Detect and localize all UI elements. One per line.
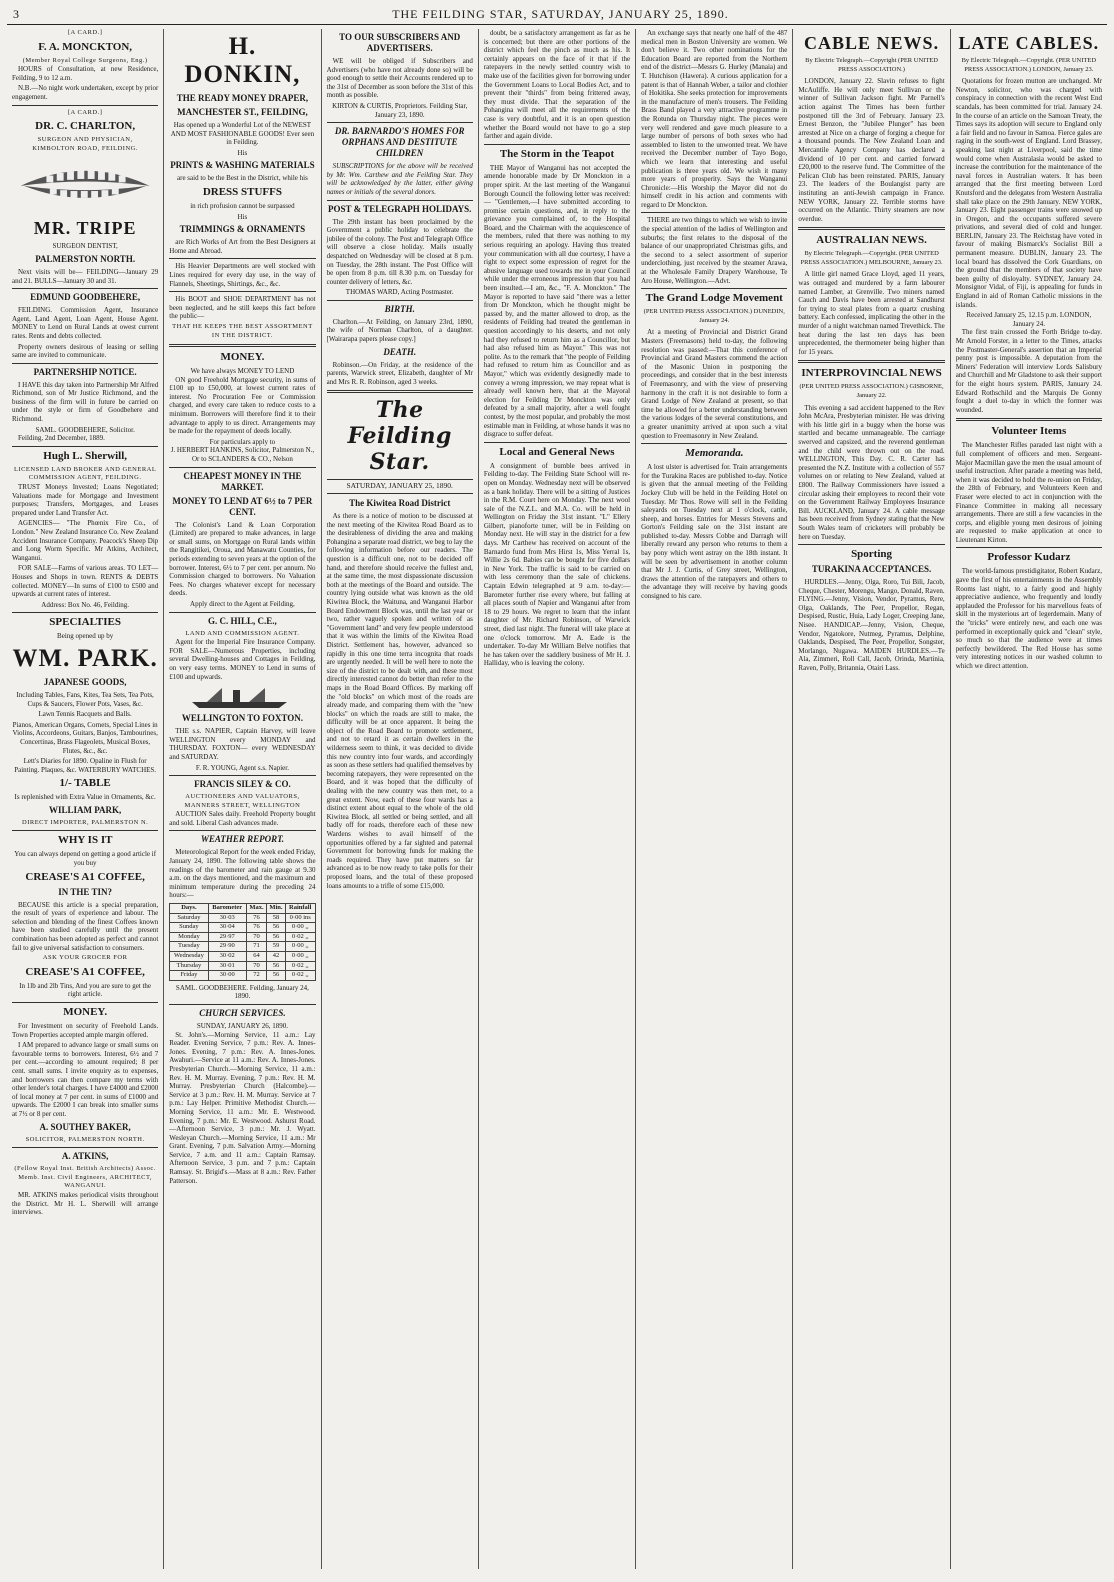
death-heading: DEATH. (383, 346, 417, 357)
card-sub: SURGEON AND PHYSICIAN, (37, 136, 133, 144)
money-heading: MONEY. (63, 1006, 108, 1018)
steamer-body: THE s.s. NAPIER, Captain Harvey, will leave WELLINGTON every MONDAY and THURSDAY. FOXTON— every WEDNESDAY and SATURDAY. (169, 727, 316, 761)
column-2 (164, 29, 321, 1569)
volunteer-heading: Volunteer Items (991, 425, 1067, 438)
masthead-title: THE FEILDING STAR, SATURDAY, JANUARY 25, 1890. (392, 6, 729, 21)
newspaper-nameplate: The Feilding Star. (347, 397, 452, 476)
card-addr: KIMBOLTON ROAD, FEILDING. (32, 144, 138, 152)
divider (12, 830, 158, 831)
weather-header-row (170, 904, 315, 914)
weather-rows (170, 913, 315, 980)
weather-cell: 0·00 ,, (285, 952, 315, 962)
divider (169, 612, 315, 613)
steamer-heading: WELLINGTON TO FOXTON. (181, 713, 303, 724)
weather-cell: 72 (246, 971, 266, 981)
divider (641, 443, 787, 444)
weather-cell: 59 (267, 942, 286, 952)
park-goods: JAPANESE GOODS, (43, 676, 127, 687)
divider (12, 612, 158, 613)
weather-cell: 56 (267, 961, 286, 971)
post-sig: THOMAS WARD, Acting Postmaster. (345, 288, 454, 297)
donkin-dress-body: in rich profusion cannot be surpassed (190, 201, 295, 210)
page-number: 3 (13, 6, 20, 21)
turakina-body: HURDLES.—Jenny, Olga, Roro, Tui Bili, Jacob, Cheque, Chester, Morengu, Mango, Donald, Raven. FLYING.—Jenny, Vision, Vendor, Pyramus, Rere, Olga, Oaklands, The Peer, Propellor, Regan, Despised, Rustic, Huia, Lady Loger, Creeping Jane, Nisee. HANDICAP.—Jenny, Vision, Cheque, Vendor, Ngatokore, Nutmeg, Pyramus, Delphine, Oaklands, Despised, The Peer, Propellor, Songster, Morlango, Nugawa. MAIDEN HURDLES.—Te Ala, Zimmeri, Roll Call, Jacob, Orinda, Martinia, Raven, Polly, Britannia, Otairi Lass. (798, 578, 945, 673)
dentures-engraving (12, 156, 158, 214)
post-body: The 29th instant has been proclaimed by the Government a public holiday to celebrate the jubilee of the colony. The Post and Telegraph Office will observe a close holiday. Mails usually despatched on Wednesday will be closed at 8 p.m. on Tuesday, the 28th instant. The Post Office will be open from 8 p.m. till 8.30 p.m. on Tuesday for counter delivery of letters, &c. (326, 217, 473, 286)
weather-cell: 0·00 ins (285, 913, 315, 923)
weather-cell: Sunday (170, 923, 208, 933)
weather-row (170, 942, 315, 952)
coffee-heading-2: CREASE'S A1 COFFEE, (25, 965, 145, 978)
weather-cell: 58 (267, 913, 286, 923)
cable-news-body: LONDON, January 22. Slavin refuses to fight McAuliffe. He will only meet Sullivan or the winner of Sullivan Jackson fight. Mr Parnell's action against The Times has been further postponed till the 3rd of February. January 23. Ernest Benzon, the "Jubilee Plunger" has been arrested at Nice on a charge of forging a cheque for a thousand pounds. The New Zealand Loan and Mercantile Agency Company has declared a dividend of 10 per cent. and carried forward £20,000 to the reserve fund. The Committee of the Pelican Club has been reinstated. PARIS, January 23. The leaders of the Boulangist party are instituting an anti-Jewish campaign in France. NEW YORK, January 22. Terrible storms have occurred on the Atlantic. Thirty steamers are now overdue. (798, 77, 945, 223)
broker-body: TRUST Moneys Invested; Loans Negotiated; Valuations made for Mortgage and Investment purposes; Transfers, Mortgages, and Leases prepared under Land Transfer Act. (12, 483, 159, 517)
divider (169, 830, 315, 831)
kiwitea-continued: doubt, be a satisfactory arrangement as far as he is concerned; but there are other portions of the district which feel the pinch as much as his. It certainly appears on the face of it that if the ratepayers in the newly settled country wish to make use of the facilities given for borrowing under the Government Loans to Local Bodies Act, and to prevent their "thirds" from being frittered away, they must divide. That the separation of the Pohangina will meet all the requirements of the case is very doubtful, and it is an open question whether the Board would not have to go a step farther and again divide. (483, 29, 631, 141)
received-body: The first train crossed the Forth Bridge to-day. Mr Arnold Forster, in a letter to the Times, attacks the Postmaster-General's assertion that an Imperial penny post is impossible. A deputation from the Miners' Federation will interview Lords Salisbury and Churchill and Mr Gladstone to ask their support for the eight hours system. PARIS, January 24. Edward Rothschild and the Marquis De Gonny fought a duel to-day in which the former was wounded. (955, 328, 1102, 414)
weather-cell: 30·03 (208, 913, 246, 923)
weather-cell: Thursday (170, 961, 208, 971)
dentist-town: PALMERSTON NORTH. (35, 253, 136, 264)
weather-col-max: Max. (246, 904, 266, 914)
local-news-heading: Local and General News (499, 445, 615, 458)
donkin-trimmings-body: are Rich Works of Art from the Best Designers at Home and Abroad. (169, 238, 316, 255)
card-body: HOURS of Consultation, at new Residence, Feilding, 9 to 12 a.m. (12, 65, 159, 82)
cheap-money-heading: CHEAPEST MONEY IN THE MARKET. (183, 470, 302, 492)
australian-news-sub: By Electric Telegraph.—Copyright. (PER UNITED PRESS ASSOCIATION.) MELBOURNE, January 23. (800, 250, 943, 266)
news-items: An exchange says that nearly one half of the 487 medical men in Boston University are women. We don't believe it. Two other nominations for the Education Board are reported from the Northern end of the district—Messrs G. Hurley (Manaia) and T. Hutchison (Hawera). A curious application for a patent is that of Hannah Weber, a tailor and clothier of Hokitika. She seeks protection for improvements in the manufacture of men's trousers. The Feilding Brass Band played a very attractive programme in the Rotunda on Thursday night. The pieces were very well rendered and gave much pleasure to a large number of persons of both sexes who had assembled to listen to the unwonted treat. We have received the December number of Tayo Bogo, which we learn that interesting and useful publication is three years old. We wish it many more years of prosperity. Says the Wanganui Chronicle:—His Worship the Mayor did not do himself credit in his action and comments with regard to Dr Monckton. (641, 29, 788, 209)
money-body: ON good Freehold Mortgage security, in sums of £100 up to £50,000, at lowest current rates of interest. No Procuration Fee or Commission charged, and every care taken to reduce costs to a minimum. Borrowers will therefore find it to their advantage to apply to us direct. Arrangements may be made for the repayment of deeds locally. (169, 375, 316, 436)
late-cables-heading: LATE CABLES. (958, 33, 1100, 53)
australian-news-heading: AUSTRALIAN NEWS. (816, 234, 927, 247)
cheap-money-rate: MONEY TO LEND AT 6½ to 7 PER CENT. (172, 495, 313, 517)
issue-date: SATURDAY, JANUARY 25, 1890. (327, 479, 473, 494)
interprovincial-heading: INTERPROVINCIAL NEWS (801, 367, 942, 380)
weather-row (170, 952, 315, 962)
divider (798, 544, 944, 545)
weather-cell: 30·04 (208, 923, 246, 933)
weather-cell: 76 (246, 923, 266, 933)
column-6 (793, 29, 950, 1569)
weather-row (170, 932, 315, 942)
broker-address: Address: Box No. 46, Feilding. (41, 600, 129, 609)
partnership-body: I HAVE this day taken into Partnership Mr Alfred Richmond, son of Mr Justice Richmond, and the business of the firm will in future be carried on under the style or firm of Goodbehere and Richmond. (12, 380, 159, 424)
weather-col-baro: Barometer (208, 904, 246, 914)
death-body: Robinson.—On Friday, at the residence of the parents, Warwick street, Elizabeth, daughter of Mr and Mrs R. R. Robinson, aged 3 weeks. (326, 360, 473, 386)
weather-table (169, 903, 315, 981)
weather-cell: 56 (267, 923, 286, 933)
divider (12, 1002, 158, 1003)
donkin-heavy: His Heavier Departments are well stocked with Lines required for every day use, in the way of Flannels, Sheetings, Shirtings, &c., &c. (169, 262, 316, 288)
donkin-prints: PRINTS & WASHING MATERIALS (170, 160, 315, 171)
weather-cell: 30·00 (208, 971, 246, 981)
subscribers-sig: KIRTON & CURTIS, Proprietors. Feilding Star, January 23, 1890. (332, 101, 468, 119)
weather-row (170, 961, 315, 971)
partnership-heading: PARTNERSHIP NOTICE. (33, 366, 137, 377)
page-masthead (7, 4, 1107, 25)
barnardo-body: SUBSCRIPTIONS for the above will be received by Mr. Wm. Carthew and the Feilding Star. They will be acknowledged by the latter, either giving names or initials of the several donors. (326, 162, 473, 196)
weather-cell: Tuesday (170, 942, 208, 952)
weather-cell: 42 (267, 952, 286, 962)
late-cables-body: Quotations for frozen mutton are unchanged. Mr Newton, solicitor, who was charged with conspiracy in connection with the recent West End scandals, has been committed for trial. January 24. In the course of an article on the Samoan Treaty, the Times says its adoption will secure to England only a fair field and no favour in Samoa. Fierce gales are raging in the south-west of England. Lord Brassey, speaking last night at Liverpool, said the time would come when Australasia would be asked to increase the contribution for the maintenance of the naval forces in Australian waters. It has been arranged that the first meeting between Lord Knutsford and the delegates from Western Australia shall take place on the 29th January. NEW YORK, January 23. Eight passenger trains were snowed up in Oregon, and the occupants suffered severe privations, and several died of cold and hunger. BERLIN, January 23. The Reichstag have voted in favour of making Bismarck's Socialist Bill a permanent measure. DUBLIN, January 23. The local board has dissolved the Cork Guardians, on the ground that the members of that society have been guilty of disloyalty. SYDNEY, January 24. Monsignor Vidal, of Fiji, is appealing for funds in England in aid of Roman Catholic missions in the islands. (955, 77, 1102, 309)
column-4 (479, 29, 636, 1569)
divider (169, 775, 315, 776)
donkin-name: H. DONKIN, (184, 33, 301, 88)
weather-cell: Wednesday (170, 952, 208, 962)
card-sub: (Member Royal College Surgeons, Eng.) (22, 56, 148, 64)
grand-lodge-sub: (PER UNITED PRESS ASSOCIATION.) DUNEDIN, January 24. (643, 308, 785, 324)
divider (12, 105, 158, 106)
divider (169, 467, 315, 468)
weather-cell: 71 (246, 942, 266, 952)
agent-body: FEILDING. Commission Agent, Insurance Agent, Land Agent, Loan Agent, House Agent. MONEY to Lend on Rural Lands at owest current rates. Rents and debts collected. (12, 306, 159, 340)
partnership-date: Feilding, 2nd December, 1889. (18, 434, 105, 443)
architect-body: MR. ATKINS makes periodical visits throughout the District. Mr H. L. Sherwill will arrange interviews. (12, 1190, 159, 1217)
park-price: 1/- TABLE (59, 777, 111, 790)
cheap-money-apply: Apply direct to the Agent at Feilding, (190, 599, 295, 608)
weather-cell: Saturday (170, 913, 208, 923)
coffee-tin: IN THE TIN? (58, 886, 112, 897)
weather-cell: Friday (170, 971, 208, 981)
weather-cell: 70 (246, 932, 266, 942)
donkin-prints-body: are said to be the Best in the District, while his (177, 174, 308, 183)
weather-cell: Monday (170, 932, 208, 942)
dentist-body: Next visits will be— FEILDING—January 29 and 21. BULLS—January 30 and 31. (12, 267, 159, 285)
teapot-heading: The Storm in the Teapot (499, 147, 615, 160)
donkin-his-2: His (237, 212, 248, 221)
divider (169, 1004, 315, 1005)
money-particulars: For particulars apply to (209, 437, 276, 446)
weather-row (170, 971, 315, 981)
weather-signature: SAML. GOODBEHERE. Feilding, January 24, 1890. (175, 983, 309, 1001)
interprovincial-sub: (PER UNITED PRESS ASSOCIATION.) GISBORNE, January 22. (799, 383, 944, 399)
teapot-body: THE Mayor of Wanganui has not accepted the amende honorable made by Dr Monckton in a proper spirit. At the last meeting of the Wanganui Borough Council the following letter was received:— "Gentlemen,—I have submitted according to promise certain questions, and, in reply to the grievance you complained of, to the Hospital Board, and the Chairman with the acquiescence of the members, ruled that there was nothing to my serious requiring an apology. Having thus treated your communication with all due courtesy, I have a right to expect some expression of regret for the abusive language used towards me in your Council while under the erroneous impression that you had been insulted.—I am, &c., "F. A. Monckton." The Mayor is reported to have said "there was a letter from Dr Monckton, which he thought might be passed by, and the matter allowed to drop, as the residents of Feilding had treated the gentleman in question accordingly to his deserts, and not only had they refused to return him as a Councillor, but had also refused him as Mayor." This was not polite. As to the remark that "the people of Feilding had refused to return him as Councillor and as Mayor," which was evidently designedly made to convey a wrong impression, we may repeat what is already well known here, that at the Mayoral election for Feilding Dr Monckton was only defeated by a small majority, after a well fought contest, by the most popular, and probably the most estimable man in Feilding, at whose hands it was no disgrace to suffer defeat. (483, 163, 631, 439)
partnership-sig: SAML. GOODBEHERE, Solicitor. (35, 425, 135, 434)
divider (798, 360, 944, 363)
divider (484, 144, 630, 145)
donkin-best: THAT HE KEEPS THE BEST ASSORTMENT IN THE DISTRICT. (172, 322, 313, 339)
weather-cell: 76 (246, 913, 266, 923)
baker-sub: SOLICITOR, PALMERSTON NORTH. (25, 1135, 145, 1143)
late-cables-sub: By Electric Telegraph.—Copyright. (PER UNITED PRESS ASSOCIATION.) LONDON, January 23. (961, 57, 1097, 73)
divider (327, 200, 473, 201)
church-date: SUNDAY, JANUARY 26, 1890. (196, 1021, 288, 1030)
park-body: Lawn Tennis Racquets and Balls. (38, 710, 132, 719)
birth-body: Charlton.—At Feilding, on January 23rd, 1890, the wife of Norman Charlton, of a daughter. [Wairarapa papers please copy.] (326, 317, 473, 344)
broker-sale: FOR SALE—Farms of various areas. TO LET—Houses and Shops in town. RENTS & DEBTS collected. MONEY—In sums of £100 to £500 and upwards at current rates of interest. (12, 564, 159, 599)
weather-cell: 0·00 ,, (285, 923, 315, 933)
park-body: Is replenished with Extra Value in Ornaments, &c. (14, 793, 156, 802)
money-body-2: I AM prepared to advance large or small sums on favourable terms to borrowers. Interest, 6½ and 7 per cent.—according to amount required; 8 per cent. small sums. I invite enquiry as to expenses, and borrowers can then compare my terms with other lender's total charges. I have £4000 and £2000 of local money at 7 per cent. in sums of £1000 and upwards. The £2000 I can break into smaller sums at 7½ or 8 per cent. (12, 1041, 159, 1118)
divider (12, 446, 158, 447)
specialties-heading: SPECIALTIES (49, 616, 122, 629)
broker-agencies: AGENCIES— "The Phœnix Fire Co., of London." New Zealand Insurance Co. New Zealand Accident Insurance Company. Peacock's Sheep Dip and Long Worm Specific. Mr Atkins, Architect, Wanganui. (12, 519, 159, 562)
weather-intro: Meteorological Report for the week ended Friday, January 24, 1890. The following table shows the readings of the barometer and rain gauge at 9.30 a.m. on the days mentioned, and the maximum and minimum temperature during the preceding 24 hours:— (169, 848, 316, 900)
park-signature: WILLIAM PARK, (48, 804, 122, 815)
broker-sub: LICENSED LAND BROKER AND GENERAL COMMISSION AGENT, FEILDING. (13, 465, 157, 482)
donkin-boot: His BOOT and SHOE DEPARTMENT has not been neglected, and he still keeps this fact before the public— (169, 295, 316, 321)
money-solicitor: J. HERBERT HANKINS, Solicitor, Palmerston N., Or to SCLANDERS & CO., Nelson (170, 446, 315, 464)
divider (956, 547, 1102, 548)
weather-cell: 56 (267, 932, 286, 942)
dentist-sub: SURGEON DENTIST, (52, 242, 118, 251)
weather-cell: 30·01 (208, 961, 246, 971)
steamer-engraving (187, 684, 297, 710)
post-heading: POST & TELEGRAPH HOLIDAYS. (328, 203, 472, 214)
coffee-ask: ASK YOUR GROCER FOR (42, 954, 128, 962)
divider (956, 418, 1102, 421)
column-3 (322, 29, 479, 1569)
drapery-notice: THERE are two things to which we wish to invite the special attention of the ladies of Wellington and suburbs; the first relates to the disposal of the balance of our unappropriated Christmas gifts, and the second to a select assortment of superior underclothing, just received by the steamer Arawa, at the Wholesale Family Drapery Warehouse, Te Aro House, Wellington.—Advt. (641, 216, 788, 285)
grand-lodge-heading: The Grand Lodge Movement (645, 292, 783, 305)
park-body: Pianos, American Organs, Cornets, Special Lines in Violins, Accordeons, Guitars, Banjos, Tambourines, Concertinas, Brass Flageolets, Musical Boxes, Flutes, &c., &c. (12, 720, 158, 755)
divider (327, 390, 473, 393)
dentist-name: MR. TRIPE (33, 218, 137, 239)
divider (12, 1147, 158, 1148)
hill-body: Agent for the Imperial Fire Insurance Company. FOR SALE—Numerous Properties, including several Dwelling-houses and Cottages in Feilding, on very easy terms. MONEY to Lend in sums of £100 and upwards. (169, 638, 316, 681)
weather-cell: 0·02 ,, (285, 971, 315, 981)
weather-cell: 0·02 ,, (285, 961, 315, 971)
auctioneer-body: AUCTION Sales daily. Freehold Property bought and sold. Liberal Cash advances made. (169, 810, 316, 827)
coffee-body: BECAUSE this article is a special preparation, the result of years of experience and labour. The selection and blending of the finest Coffees known have been studied carefully until the present combination has been adopted as perfect and cannot fail to give universal satisfaction to consumers. (12, 900, 159, 952)
australian-news-body: A little girl named Grace Lloyd, aged 11 years, was outraged and murdered by a farm labourer named Lamber, at Grenville. Two miners named Cauch and Davis have been arrested at Sandhurst for trying to steal plates from a quartz crushing battery. Each confessed, implicating the other in the murder of a night watchman named Trevethick. The heat during the last ten days has been unprecedented, the thermometer being higher than for 15 years. (798, 270, 945, 356)
kiwitea-heading: The Kiwitea Road District (349, 498, 451, 509)
memoranda-heading: Memoranda. (685, 447, 744, 460)
weather-heading: WEATHER REPORT. (200, 834, 285, 845)
weather-row (170, 913, 315, 923)
divider (484, 442, 630, 443)
steamer-agent: F. R. YOUNG, Agent s.s. Napier. (195, 763, 289, 772)
ornament-image (169, 684, 315, 710)
donkin-his: His (237, 148, 248, 157)
divider (169, 258, 315, 259)
cable-news-sub: By Electric Telegraph.—Copyright (PER UNITED PRESS ASSOCIATION.) (805, 57, 938, 73)
kudarz-heading: Professor Kudarz (987, 551, 1071, 564)
money-sub: We have always MONEY TO LEND (190, 367, 295, 376)
ornament-image (12, 156, 158, 214)
donkin-sub: THE READY MONEY DRAPER, (176, 93, 309, 103)
donkin-trimmings: TRIMMINGS & ORNAMENTS (179, 224, 306, 235)
sporting-heading: Sporting (851, 548, 893, 561)
park-name: WM. PARK. (12, 644, 158, 672)
divider (327, 300, 473, 301)
architect-name: A. ATKINS, (61, 1151, 109, 1162)
received-line: Received January 25, 12.15 p.m. LONDON, January 24. (966, 311, 1092, 328)
divider (12, 288, 158, 289)
money-heading: MONEY. (220, 351, 265, 364)
coffee-heading: CREASE'S A1 COFFEE, (25, 870, 145, 883)
newspaper-page (7, 4, 1107, 1572)
weather-row (170, 923, 315, 933)
weather-col-min: Min. (267, 904, 286, 914)
subscribers-body: WE will be obliged if Subscribers and Advertisers (who have not already done so) will be good enough to settle their Accounts rendered up to the 31st of December as soon before the 31st of this month as possible. (326, 57, 473, 100)
card-name: DR. C. CHARLTON, (35, 120, 136, 133)
park-signature-sub: DIRECT IMPORTER, PALMERSTON N. (22, 818, 149, 826)
money-body: For Investment on security of Freehold Lands. Town Properties accepted ample margin offered. (12, 1022, 159, 1039)
weather-cell: 29·97 (208, 932, 246, 942)
interprovincial-body: This evening a sad accident happened to the Rev John McAra, Presbyterian minister. He was driving with his little girl in a buggy when the horse was startled and became unmanageable. The carriage swerved and capsized, and the reverend gentleman and the child were thrown out on the road. WELLINGTON, This Day. C. R. Carter has presented the N.Z. Institute with a collection of 557 volumes on or relating to New Zealand, valued at £800. The Railway Commissioners have issued a circular asking their employees to record their vote on the Government Railway Employees Insurance Bill. AUCKLAND, January 24. A cable message has been received from Sydney stating that the New South Wales team of cricketers will probably be here on Tuesday. (798, 403, 945, 541)
church-body: St. John's.—Morning Service, 11 a.m.: Lay Reader. Evening Service, 7 p.m.: Rev. A. Innes-Jones. Evening, 7 p.m.: Rev. A. Innes-Jones. Awahuri.—Service at 11 a.m.: Rev. A. Innes-Jones. Presbyterian Church.—Morning Service, 11 a.m.: Rev. H. M. Murray. Evening, 7 p.m.: Rev. H. M. Murray. Presbyterian Church (Halcombe).—Service at 3 p.m.: Rev. H. M. Murray. Service at 7 p.m.: Lay Helper. Primitive Methodist Church.—Morning Service, 11 a.m.: Mr. E. Westwood. Evening, 7 p.m.: Mr. E. Westwood. Ashurst Road.—Afternoon Service, 3 p.m.: Mr. J. Wyatt. Wesleyan Church.—Morning Service, 11 a.m.: Mr Grant. Evening, 7 p.m. Salvation Army.—Morning Service, 7 a.m. and 11 a.m.: Captain Ramsay. Afternoon Service, 3 p.m. and 7 p.m.: Captain Ramsay. St. Brigid's.—Mass at 8 a.m.: Rev. Father Patterson. (169, 1030, 316, 1185)
weather-cell: 56 (267, 971, 286, 981)
card-note: N.B.—No night work undertaken, except by prior engagement. (12, 84, 159, 101)
birth-heading: BIRTH. (384, 303, 415, 314)
column-5 (636, 29, 793, 1569)
column-1 (7, 29, 164, 1569)
card-name: F. A. MONCKTON, (38, 40, 133, 53)
volunteer-body: The Manchester Rifles paraded last night with a full complement of officers and men. Sergeant-Major Macmillan gave the men the usual amount of useful instruction. After parade a meeting was held, when it was decided to hold the re-union on Friday, the 28th of February, and Volunteers Keen and Fraser were elected to act in conjunction with the Finance Committee in making all necessary arrangements. There are still a few vacancies in the corps, and eligible young men desirous of joining are requested to make application at once to Lieutenant Kirton. (955, 441, 1102, 544)
divider (12, 363, 158, 364)
architect-sub: (Fellow Royal Inst. British Architects) Assoc. Memb. Inst. Civil Engineers, ARCHITECT, WANGANUI. (14, 1165, 156, 1190)
divider (169, 291, 315, 292)
cable-news-heading: CABLE NEWS. (804, 33, 940, 53)
weather-cell: 0·00 ,, (285, 942, 315, 952)
kudarz-body: The world-famous prestidigitator, Robert Kudarz, gave the first of his entertainments in the Assembly Rooms last night, to a fairly good and highly appreciative audience, who frequently and loudly applauded the Professor for his marvellous feats of skill in the mysterious art of legerdemain. Many of the "tricks" were entirely new, and each one was performed in exceptionally quick and "clean" style, so much so that the audience were at times perfectly bewildered. The Red House has some very interesting notices in our washed column to which we direct attention. (955, 567, 1102, 670)
coffee-sub: You can always depend on getting a good article if you buy (14, 850, 157, 868)
divider (798, 227, 944, 230)
cheap-money-body: The Colonist's Land & Loan Corporation (Limited) are prepared to make advances, in large or small sums, on Mortgage on Rural lands within the Rangitikei, Oroua, and Manawatu Counties, for periods extending to seven years at the option of the borrower. Interest, 6½ to 7 per cent. per annum. No Commission charged to borrowers. No Valuation Fees. No charges whatever except for necessary deeds. (169, 520, 316, 598)
agent-name: EDMUND GOODBEHERE, (30, 292, 141, 303)
divider (327, 122, 473, 123)
donkin-dress: DRESS STUFFS (202, 185, 282, 198)
coffee-tins: In 1lb and 2lb Tins, And you are sure to get the right article. (19, 981, 152, 999)
barnardo-heading: DR. BARNARDO'S HOMES FOR ORPHANS AND DESTITUTE CHILDREN (334, 126, 465, 159)
subscribers-heading: TO OUR SUBSCRIBERS AND ADVERTISERS. (339, 32, 461, 53)
weather-cell: 70 (246, 961, 266, 971)
donkin-body: Has opened up a Wonderful Lot of the NEWEST AND MOST FASHIONABLE GOODS! Ever seen in Feilding. (170, 121, 315, 147)
kiwitea-body: As there is a notice of motion to be discussed at the next meeting of the Kiwitea Road Board as to the desirableness of dividing the area and making Pohangina a separate road district, we beg to lay the following information before our readers. The question is a difficult one, not to be decided off hand, and therefore should receive the fullest and, at the same time, the most dispassionate discussion both at the meetings of the Board and outside. The country lying outside what was known as the old Kiwitea Block, the Waituna, and Wanganui Harbor Board Endowment Block was, until the last year or two, rather vaguely spoken and written of as "Government land" and very few people understood that it was within the limits of the Kiwitea Road District. Settlement has, however, advanced so rapidly in this one time terra incognita that roads are urgently needed. It will be well here to note the size of the district to be dealt with, and these most directly interested cannot do better than refer to the maps in the Road Board Offices. By marking off the "old blocks" on which most of the roads are already made, and comparing them with the "new blocks" on which the roads are still to make, the difficulty will be at once apparent. It being the object of the Road Board to promote settlement, and not to retard it as certain dwellers in the wilderness seem to think, it was decided to divide this new country into four wards, and accordingly as soon as these settlers had qualified themselves by becoming ratepayers, they were represented on the Board, and it was hoped that the difficulty of dealing with the new country was then met, to a great extent. Now, each of these four wards has a distinct extent about equal to the whole of the old Kiwitea Block, all settled or being settled, and all badly off for roads, therefore each of these new Wardens wishes to avail himself of the opportunities offered by a far sighted and paternal Government for borrowing funds for making the roads required. They have put matters so far advanced as to be now ready to take polls for their proposed loans, and the total of these proposed loans amounts to a trifle of some £15,000. (326, 512, 473, 890)
weather-cell: 29·90 (208, 942, 246, 952)
grand-lodge-body: At a meeting of Provincial and District Grand Masters (Freemasons) held to-day, the following resolution was passed:—That this conference of Provincial and Grand Masters commend the action of the Masonic Union in postponing the proceedings, and consider that in the best interests of Freemasonry, and with the view of preserving harmony in the craft it is not desirable to form a Grand Lodge of New Zealand at present, so that time be allowed for a better understanding between the various lodges of the several constitutions, and a greater unanimity arrived at upon such a vital question to Freemasonry in New Zealand. (641, 328, 788, 440)
hill-sub: LAND AND COMMISSION AGENT. (185, 629, 300, 637)
baker-name: A. SOUTHEY BAKER, (39, 1121, 131, 1132)
divider (641, 288, 787, 289)
auctioneer-sub: AUCTIONEERS AND VALUATORS, MANNERS STREET, WELLINGTON (184, 793, 301, 809)
park-body: Including Tables, Fans, Kites, Tea Sets, Tea Pots, Cups & Saucers, Flower Pots, Vases, &c. (16, 690, 154, 708)
divider (641, 212, 787, 213)
divider (169, 344, 315, 347)
card-label: [A CARD.] (67, 29, 103, 36)
weather-cell: 64 (246, 952, 266, 962)
park-body: Lett's Diaries for 1890. Opaline in Flush for Painting. Plaques, &c. WATERBURY WATCHES. (14, 757, 157, 774)
column-7 (951, 29, 1107, 1569)
weather-col-days: Days. (170, 904, 208, 914)
specialties-sub: Being opened up by (57, 632, 114, 641)
donkin-address: MANCHESTER ST., FEILDING, (177, 107, 308, 117)
agent-note: Property owners desirous of leasing or selling same are invited to communicate. (12, 342, 159, 360)
columns (7, 29, 1107, 1569)
weather-col-rain: Rainfall (285, 904, 315, 914)
card-label: [A CARD.] (67, 108, 103, 116)
local-news-body: A consignment of bumble bees arrived in Feilding to-day. The Feilding State School will re-open on Monday. Wednesday next will be observed as a bank holiday. There will be a sitting of Justices in the R.M. Court here on Monday. The next wool sale of the N.Z.L. and M.A. Co. will be held in Wellington on Friday the 31st instant. "L" Ellery Gilbert, pianoforte tuner, will be in Feilding on Monday next. He will stay in the district for a few days. Mr Carthew has received on account of the Barnardo fund from Mrs Hirst 1s, Miss Yerral 1s, Willie 2s 6d. Babies can be bought for five dollars in New York. The traffic is said to be carried on with less ceremony than the sale of chickens. Captain Edwin telegraphed at 9 a.m. to-day:—Barometer further rise every where, but falling at all places south of Napier and Wanganui after from 18 to 29 hours. We regret to learn that the infant daughter of Mr. Richard Robinson, of Warwick street, died last night. The funeral will take place at one o'clock tomorrow. Mr A. Eade is the undertaker. To-day Mr William Belve notifies that he has taken over the saddlery business of Mr H. J. Halliday, who is leaving the colony. (483, 461, 631, 668)
church-heading: CHURCH SERVICES. (199, 1007, 286, 1018)
memoranda-body: A lost ulster is advertised for. Train arrangements for the Turakina Races are published to-day. Notice is given that the annual meeting of the Feilding Jockey Club will be held in the Feilding Hotel on Tuesday. Mr Thos. Rowe will sell in the Feilding saleyards on Tuesday next at 1 o'clock, cattle, sheep, and horses. Entries for Messrs Stevens and Gorton's Feilding sale on the 31st instant are published to-day. Messrs Cobbe and Darragh will liberally reward any person who returns to them a bay pony which went astray on the 18th instant. It will be seen by advertisement in another column that Mr J. J. Curtis, of Grey street, Wellington, draws the attention of the ratepayers and others to the advantage they will receive by having goods consigned to his care. (641, 463, 788, 601)
auctioneer-name: FRANCIS SILEY & CO. (194, 779, 291, 790)
weather-cell: 0·02 ,, (285, 932, 315, 942)
coffee-question: WHY IS IT (57, 834, 113, 847)
weather-cell: 30·02 (208, 952, 246, 962)
broker-name: Hugh L. Sherwill, (43, 449, 128, 462)
hill-name: G. C. HILL, C.E., (208, 615, 277, 626)
turakina-heading: TURAKINA ACCEPTANCES. (811, 564, 932, 575)
